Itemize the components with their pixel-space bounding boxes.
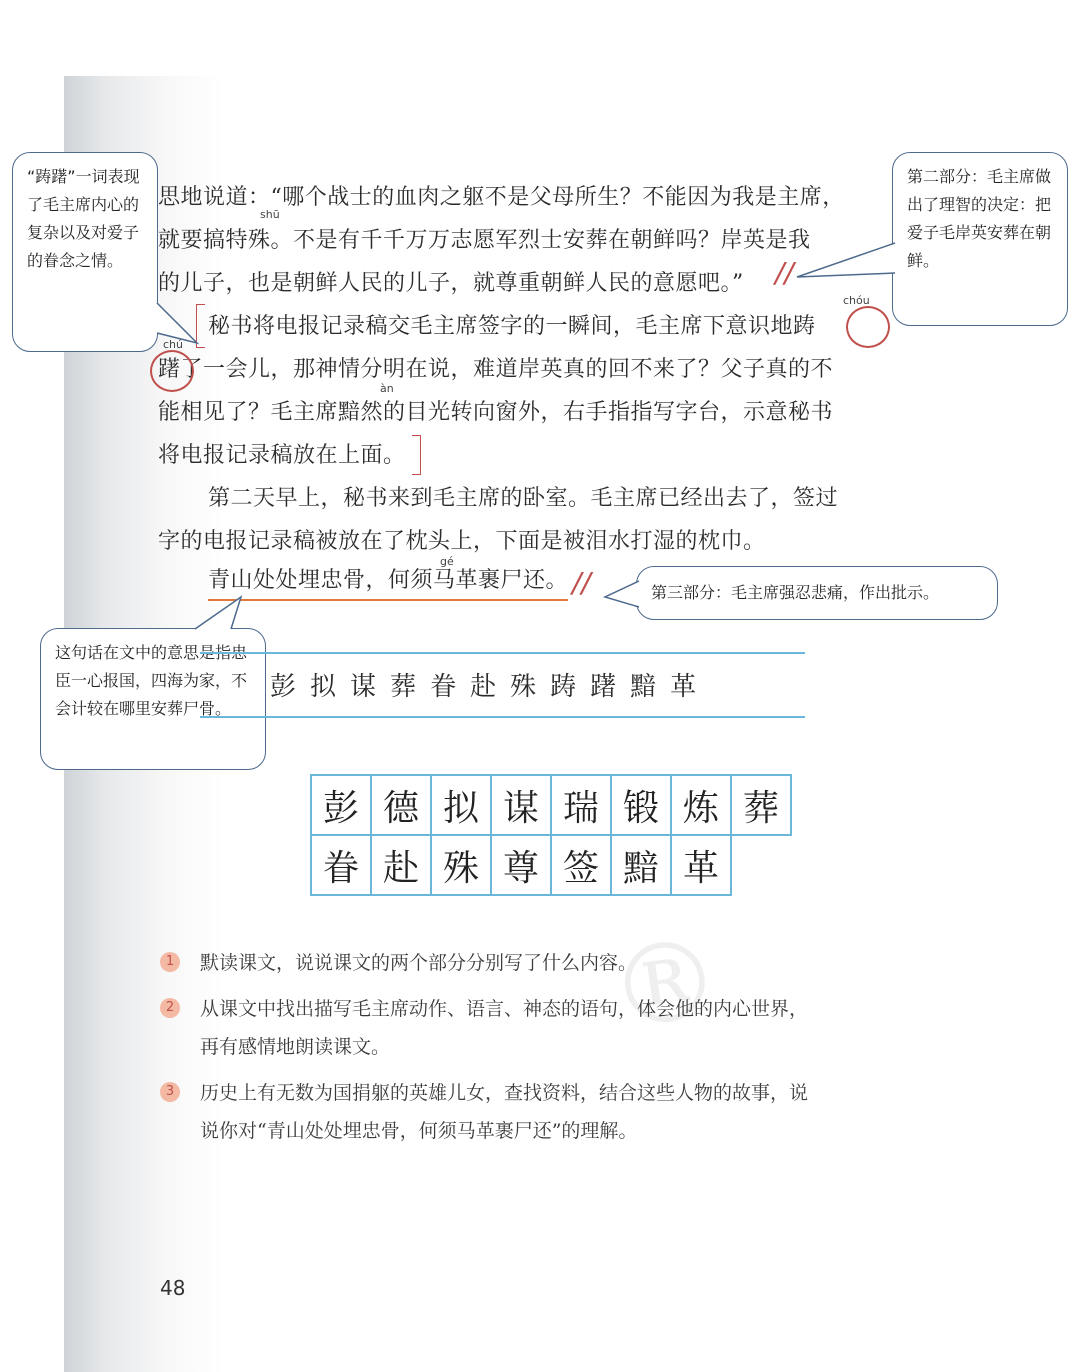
pinyin-annotation: chú [163,338,183,351]
vocab-char: 革 [670,672,697,702]
pinyin-annotation: àn [380,382,394,395]
grid-char: 德 [371,775,431,835]
callout-tail [603,581,643,611]
callout-tail [153,303,213,363]
grid-char: 赴 [371,835,431,895]
grid-char: 瑞 [551,775,611,835]
pinyin-annotation: shū [260,208,280,221]
question-number: 3 [160,1082,180,1102]
text-line: 躇了一会儿，那神情分明在说，难道岸英真的回不来了？父子真的不 [158,357,834,382]
question-text: 历史上有无数为国捐躯的英雄儿女，查找资料，结合这些人物的故事，说 [200,1082,809,1104]
text-line: 就要搞特殊。不是有千千万万志愿军烈士安葬在朝鲜吗？岸英是我 [158,228,811,253]
text-line-underlined: 青山处处埋忠骨，何须马革裹尸还。 [208,563,568,601]
grid-empty-cell [731,835,791,895]
grid-char: 革 [671,835,731,895]
close-bracket-mark [412,435,421,475]
writing-character-grid [310,774,792,896]
grid-char: 拟 [431,775,491,835]
grid-char: 眷 [311,835,371,895]
vocab-char: 葬 [390,672,417,702]
callout-tail [191,595,251,635]
grid-char: 签 [551,835,611,895]
vocab-char: 谋 [350,672,377,702]
callout-part2 [892,152,1068,326]
callout-part3 [636,566,998,620]
section-divider-mark: // [775,256,794,289]
grid-char: 炼 [671,775,731,835]
question-text: 说你对“青山处处埋忠骨，何须马革裹尸还”的理解。 [200,1120,638,1142]
question-text: 再有感情地朗读课文。 [200,1036,391,1058]
grid-char: 锻 [611,775,671,835]
grid-char: 尊 [491,835,551,895]
watermark: ® [601,912,729,1056]
section-divider-mark: // [572,566,591,599]
callout-text: 第二部分：毛主席做出了理智的决定：把爱子毛岸英安葬在朝鲜。 [907,167,1052,270]
grid-char: 殊 [431,835,491,895]
grid-char: 葬 [731,775,791,835]
circle-mark [846,306,890,348]
question-number: 1 [160,952,180,972]
question-number: 2 [160,998,180,1018]
text-line: 秘书将电报记录稿交毛主席签字的一瞬间，毛主席下意识地踌 [208,314,816,339]
text-line: 字的电报记录稿被放在了枕头上，下面是被泪水打湿的枕巾。 [158,529,766,554]
question-text: 从课文中找出描写毛主席动作、语言、神态的语句，体会他的内心世界， [200,998,809,1020]
vocab-char: 眷 [430,672,457,702]
callout-text: 第三部分：毛主席强忍悲痛，作出批示。 [651,583,940,602]
vocab-char: 赴 [470,672,497,702]
text-line: 第二天早上，秘书来到毛主席的卧室。毛主席已经出去了，签过 [208,486,839,511]
grid-char: 谋 [491,775,551,835]
question-text: 默读课文，说说课文的两个部分分别写了什么内容。 [200,952,638,974]
text-line: 将电报记录稿放在上面。 [158,443,406,468]
callout-text: “踌躇”一词表现了毛主席内心的复杂以及对爱子的眷念之情。 [27,167,140,270]
pinyin-annotation: chóu [843,294,870,307]
vocab-char: 黯 [630,672,657,702]
callout-tail [793,233,903,293]
grid-char: 彭 [311,775,371,835]
vocab-char: 躇 [590,672,617,702]
text-line: 能相见了？毛主席黯然的目光转向窗外，右手指指写字台，示意秘书 [158,400,834,425]
grid-char: 黯 [611,835,671,895]
callout-chouchu [12,152,158,352]
vocab-char: 殊 [510,672,537,702]
vocab-char: 彭 [270,672,297,702]
vocab-char: 拟 [310,672,337,702]
text-line: 的儿子，也是朝鲜人民的儿子，就尊重朝鲜人民的意愿吧。” [158,271,744,296]
text-line: 思地说道：“哪个战士的血肉之躯不是父母所生？不能因为我是主席， [158,185,845,210]
vocab-char: 踌 [550,672,577,702]
vocabulary-row [200,652,805,718]
page-number: 48 [160,1276,186,1300]
callout-text: 这句话在文中的意思是指忠臣一心报国，四海为家，不会计较在哪里安葬尸骨。 [55,643,248,718]
pinyin-annotation: gé [440,555,454,568]
